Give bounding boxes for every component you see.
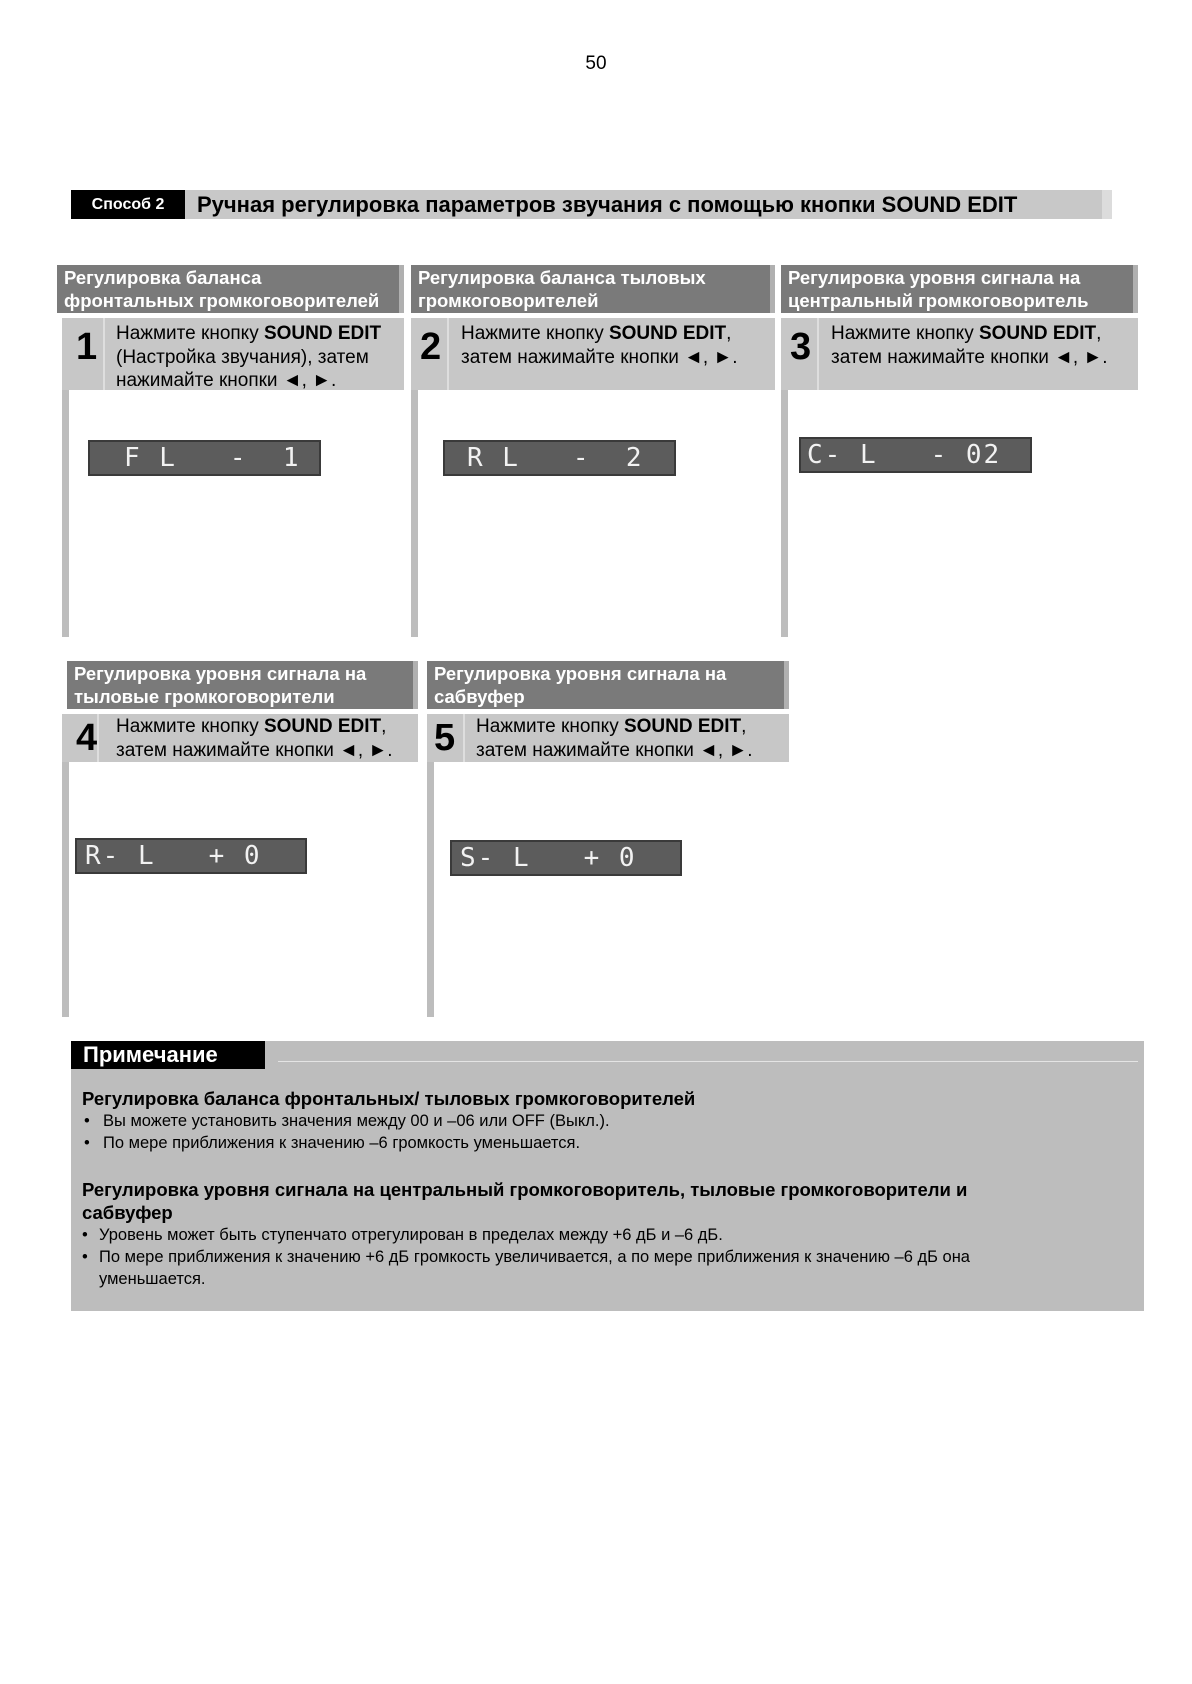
lcd-text: S- L + 0 xyxy=(460,843,637,873)
step-instruction xyxy=(116,322,381,393)
note-bullet-text-cont: уменьшается. xyxy=(99,1269,206,1288)
step-number: 5 xyxy=(434,717,456,759)
step-row xyxy=(411,318,775,390)
panel-heading-line: Регулировка уровня сигнала на xyxy=(788,267,1081,288)
step-row xyxy=(62,318,404,390)
panel-heading-line: центральный громкоговоритель xyxy=(788,290,1089,311)
panel-heading-line: Регулировка баланса xyxy=(64,267,262,288)
note-bullet-text: Вы можете установить значения между 00 и –06 или OFF (Выкл.). xyxy=(103,1112,610,1130)
step-divider xyxy=(103,318,105,390)
step-text-post: , xyxy=(741,716,747,737)
lcd-display xyxy=(88,440,321,476)
note-bullet-text: По мере приближения к значению –6 громкость уменьшается. xyxy=(103,1134,581,1152)
step-instruction xyxy=(461,322,738,369)
step-instruction xyxy=(476,715,753,762)
step-text-line: нажимайте кнопки ◄, ►. xyxy=(116,370,337,391)
lcd-display xyxy=(799,437,1032,473)
bullet-icon: • xyxy=(82,1226,88,1244)
note-bullet-text: По мере приближения к значению +6 дБ громкость увеличивается, а по мере приближения к значению –6 дБ она xyxy=(99,1248,970,1266)
step-divider xyxy=(817,318,819,390)
bullet-icon: • xyxy=(84,1134,90,1152)
panel-heading xyxy=(781,265,1138,313)
bullet-icon: • xyxy=(84,1112,90,1130)
step-text-button-name: SOUND EDIT xyxy=(978,323,1097,344)
panel-heading-line: Регулировка баланса тыловых xyxy=(418,267,706,288)
step-divider xyxy=(447,318,449,390)
panel-heading-line: фронтальных громкоговорителей xyxy=(64,290,380,311)
note-divider xyxy=(278,1061,1138,1062)
panel-heading-line: Регулировка уровня сигнала на xyxy=(434,663,727,684)
lcd-display xyxy=(443,440,676,476)
lcd-display xyxy=(75,838,307,874)
step-text-pre: Нажмите кнопку xyxy=(116,716,264,737)
title-bar-edge xyxy=(1102,190,1112,219)
step-text-button-name: SOUND EDIT xyxy=(608,323,727,344)
note-bullet-item xyxy=(82,1225,723,1247)
section-title: Ручная регулировка параметров звучания с помощью кнопки SOUND EDIT xyxy=(197,192,1018,217)
step-row xyxy=(427,714,789,762)
lcd-text: F L - 1 xyxy=(124,443,301,473)
note-heading-line: Регулировка уровня сигнала на центральный громкоговоритель, тыловые громкоговорители и xyxy=(82,1179,968,1200)
note-bullet-item xyxy=(84,1111,610,1133)
step-text-pre: Нажмите кнопку xyxy=(116,323,264,344)
step-text-button-name: SOUND EDIT xyxy=(263,716,382,737)
panel-heading xyxy=(427,661,789,709)
note-title: Примечание xyxy=(71,1041,265,1069)
section-title-bar xyxy=(185,190,1112,219)
note-bullet-text: Уровень может быть ступенчато отрегулирован в пределах между +6 дБ и –6 дБ. xyxy=(99,1226,723,1244)
panel-heading xyxy=(57,265,404,313)
step-text-line: затем нажимайте кнопки ◄, ►. xyxy=(831,346,1108,368)
panel-side-bar xyxy=(781,390,788,637)
panel-heading xyxy=(67,661,418,709)
step-text-pre: Нажмите кнопку xyxy=(461,323,609,344)
panel-heading-line: громкоговорителей xyxy=(418,290,599,311)
panel-side-bar xyxy=(411,390,418,637)
step-text-line: (Настройка звучания), затем xyxy=(116,346,369,368)
step-text-pre: Нажмите кнопку xyxy=(476,716,624,737)
step-text-post: , xyxy=(726,323,732,344)
panel-side-bar xyxy=(62,762,69,1017)
step-number: 3 xyxy=(790,326,812,368)
note-bullet-item xyxy=(82,1247,1099,1290)
panel-side-bar xyxy=(62,390,69,637)
step-number: 4 xyxy=(76,717,98,759)
note-section-heading xyxy=(82,1178,967,1224)
step-text-line: затем нажимайте кнопки ◄, ►. xyxy=(461,346,738,368)
panel-heading xyxy=(411,265,775,313)
step-instruction xyxy=(116,715,393,762)
step-text-line: затем нажимайте кнопки ◄, ►. xyxy=(476,739,753,761)
panel-heading-line: сабвуфер xyxy=(434,686,525,707)
note-section-heading: Регулировка баланса фронтальных/ тыловых громкоговорителей xyxy=(82,1088,696,1109)
step-text-pre: Нажмите кнопку xyxy=(831,323,979,344)
note-bullet-item xyxy=(84,1133,581,1155)
panel-heading-line: Регулировка уровня сигнала на xyxy=(74,663,367,684)
step-row xyxy=(62,714,418,762)
method-badge: Способ 2 xyxy=(71,190,185,219)
bullet-icon: • xyxy=(82,1248,88,1266)
panel-heading-line: тыловые громкоговорители xyxy=(74,686,335,707)
step-text-button-name: SOUND EDIT xyxy=(263,323,382,344)
step-number: 1 xyxy=(76,326,98,368)
step-text-post: , xyxy=(1096,323,1102,344)
lcd-display xyxy=(450,840,682,876)
lcd-text: R- L + 0 xyxy=(85,841,262,871)
panel-side-bar xyxy=(427,762,434,1017)
note-heading-line: сабвуфер xyxy=(82,1202,173,1223)
step-divider xyxy=(97,714,99,762)
step-number: 2 xyxy=(420,326,442,368)
step-instruction xyxy=(831,322,1108,369)
lcd-text: C- L - 02 xyxy=(807,440,1002,470)
step-row xyxy=(781,318,1138,390)
step-text-post: , xyxy=(381,716,387,737)
lcd-text: R L - 2 xyxy=(467,443,644,473)
step-text-button-name: SOUND EDIT xyxy=(623,716,742,737)
note-box xyxy=(71,1041,1144,1311)
step-divider xyxy=(463,714,465,762)
step-text-line: затем нажимайте кнопки ◄, ►. xyxy=(116,739,393,761)
page-number: 50 xyxy=(585,53,607,74)
